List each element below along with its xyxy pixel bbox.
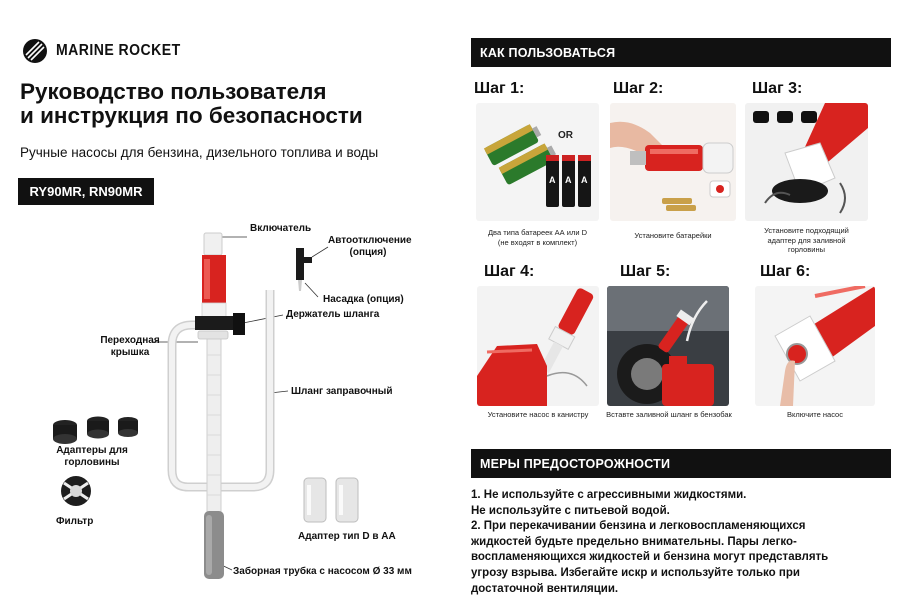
- model-badge: RY90MR, RN90MR: [18, 178, 154, 205]
- step-5-label: Шаг 5:: [620, 263, 671, 280]
- install-batteries-icon: [610, 103, 736, 221]
- step-2-photo: [610, 103, 736, 221]
- step-1-caption-line-2: (не входят в комплект): [497, 237, 578, 247]
- label-hose-holder: Держатель шланга: [286, 309, 380, 320]
- step-1-caption-line-1: Два типа батареек АА или D: [487, 228, 588, 237]
- label-adapter-cap-line-2: крышка: [110, 347, 150, 358]
- precaution-line-1: 1. Не используйте с агрессивными жидкостями.: [471, 489, 747, 501]
- batteries-icon: [476, 103, 599, 221]
- precaution-line-3: 2. При перекачивании бензина и легковоспламеняющихся: [471, 520, 806, 533]
- battery-a-letter: A: [549, 175, 556, 185]
- brand-logo: [22, 38, 198, 64]
- switch-on-icon: [755, 286, 875, 406]
- step-3-label: Шаг 3:: [752, 80, 803, 97]
- precautions-text: [471, 488, 891, 597]
- label-auto-off-line-1: Автоотключение: [328, 235, 412, 246]
- step-1-photo: [476, 103, 599, 221]
- precaution-line-7: достаточной вентиляции.: [471, 582, 619, 595]
- page-title-line-1: Руководство пользователя: [20, 79, 327, 104]
- neck-adapter-icon: [745, 103, 868, 221]
- step-6-caption: Включите насос: [787, 410, 843, 419]
- label-neck-adapters: [42, 445, 142, 469]
- step-1-label: Шаг 1:: [474, 80, 525, 97]
- label-fill-hose: Шланг заправочный: [291, 386, 393, 397]
- step-3-caption-line-1: Установите подходящий: [764, 226, 849, 235]
- step-3-caption: [740, 226, 873, 255]
- step-4-label: Шаг 4:: [484, 263, 535, 280]
- pump-in-canister-icon: [477, 286, 599, 406]
- precautions-header: МЕРЫ ПРЕДОСТОРОЖНОСТИ: [471, 449, 891, 478]
- step-2-caption: Установите батарейки: [634, 231, 712, 240]
- step-3-caption-line-3: горловины: [788, 245, 825, 254]
- page-title-line-2: и инструкция по безопасности: [20, 103, 363, 128]
- label-nozzle: Насадка (опция): [323, 294, 404, 305]
- or-text: OR: [558, 130, 573, 141]
- step-3-photo: [745, 103, 868, 221]
- label-auto-off: [328, 235, 412, 259]
- label-switch: Включатель: [250, 223, 312, 234]
- step-5-caption: Вставте заливной шланг в бензобак: [606, 410, 732, 419]
- label-adapter-cap: [90, 335, 170, 359]
- step-1-caption: [470, 228, 605, 247]
- precaution-line-4: жидкостей будьте предельно внимательны. Пары легко-: [471, 535, 797, 548]
- step-6-label: Шаг 6:: [760, 263, 811, 280]
- label-d-to-aa-adapter: Адаптер тип D в AA: [298, 531, 396, 542]
- label-filter: Фильтр: [56, 516, 94, 527]
- how-to-header: КАК ПОЛЬЗОВАТЬСЯ: [471, 38, 891, 67]
- precaution-line-5: воспламеняющихся жидкостей и бензина могут представлять: [471, 551, 829, 564]
- step-4-photo: [477, 286, 599, 406]
- step-4-caption: Установите насос в канистру: [487, 410, 589, 419]
- pump-diagram: [0, 215, 450, 595]
- label-neck-adapters-line-2: горловины: [64, 457, 120, 468]
- step-5-photo: [607, 286, 729, 406]
- precaution-line-6: угрозу взрыва. Избегайте искр и используйте только при: [471, 566, 800, 579]
- fill-tank-icon: [607, 286, 729, 406]
- step-3-caption-line-2: адаптер для заливной: [767, 235, 846, 245]
- brand-logo-icon: [22, 38, 48, 64]
- page-title: [20, 80, 440, 128]
- step-2-label: Шаг 2:: [613, 80, 664, 97]
- battery-a-letter: A: [581, 175, 588, 185]
- label-adapter-cap-line-1: Переходная: [100, 335, 160, 346]
- label-auto-off-line-2: (опция): [349, 247, 387, 258]
- battery-a-letter: A: [565, 175, 572, 185]
- brand-name: MARINE ROCKET: [56, 42, 181, 59]
- label-neck-adapters-line-1: Адаптеры для: [56, 445, 128, 456]
- precaution-line-2: Не используйте с питьевой водой.: [471, 504, 670, 517]
- label-intake-tube: Заборная трубка с насосом Ø 33 мм: [233, 566, 412, 577]
- page-subtitle: Ручные насосы для бензина, дизельного топлива и воды: [20, 145, 379, 160]
- step-6-photo: [755, 286, 875, 406]
